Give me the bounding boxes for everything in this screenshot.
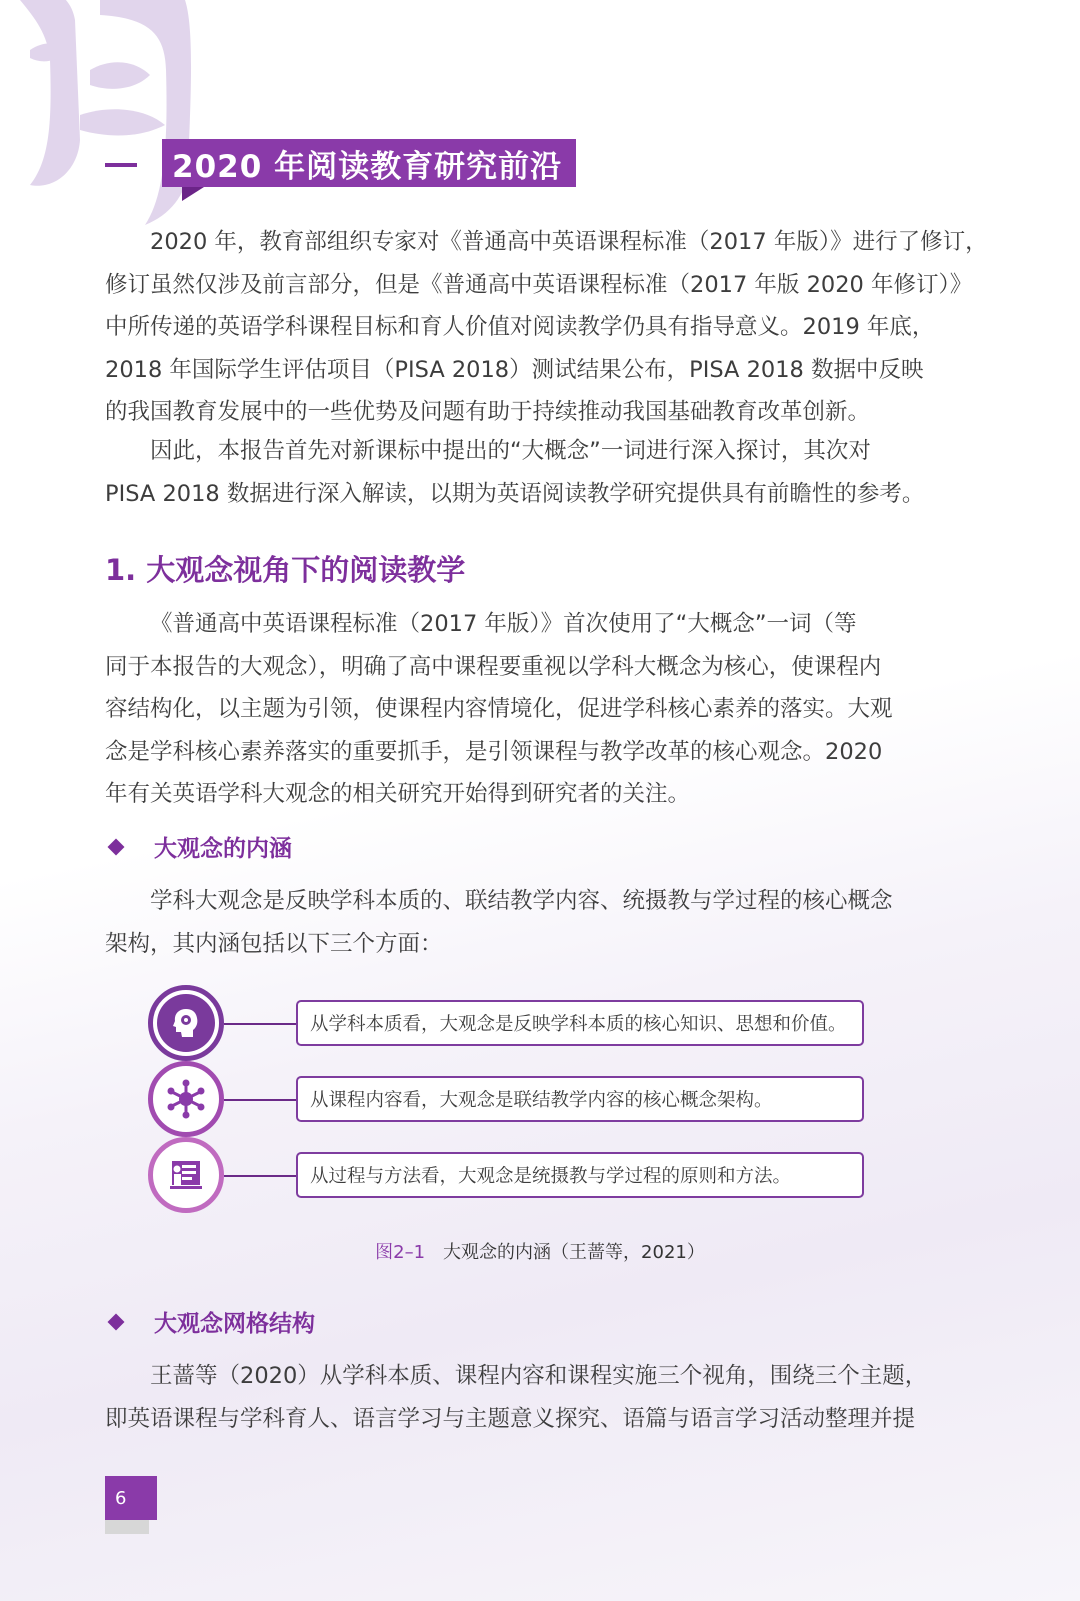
text-line: 学科大观念是反映学科本质的、联结教学内容、统摄教与学过程的核心概念 [150, 888, 893, 914]
heading-1: 1. 大观念视角下的阅读教学 [105, 553, 466, 587]
network-icon [157, 1070, 215, 1128]
text-line: PISA 2018 数据进行深入解读，以期为英语阅读教学研究提供具有前瞻性的参考。 [105, 480, 925, 507]
intro-paragraph-1 [105, 221, 988, 434]
diagram-circle-3 [148, 1137, 224, 1213]
text-line: 2018 年国际学生评估项目（PISA 2018）测试结果公布，PISA 2018 数据中反映 [105, 356, 924, 383]
big-idea-diagram [146, 985, 886, 1220]
text-line: 2020 年，教育部组织专家对《普通高中英语课程标准（2017 年版）》进行了修订， [150, 229, 988, 255]
paragraph-1 [105, 603, 945, 816]
text-line: 架构，其内涵包括以下三个方面： [105, 930, 443, 957]
diagram-connector-2 [224, 1099, 296, 1101]
figure-label: 图2–1 [375, 1242, 426, 1263]
paragraph-2 [105, 880, 945, 965]
subheading-1 [105, 830, 292, 863]
text-line: 修订虽然仅涉及前言部分，但是《普通高中英语课程标准（2017 年版 2020 年修订）》 [105, 271, 973, 298]
text-line: 王蔷等（2020）从学科本质、课程内容和课程实施三个视角，围绕三个主题， [150, 1363, 928, 1389]
text-line: 即英语课程与学科育人、语言学习与主题意义探究、语篇与语言学习活动整理并提 [105, 1405, 916, 1432]
calligraphy-watermark-icon [0, 0, 260, 240]
text-line: 容结构化，以主题为引领，使课程内容情境化，促进学科核心素养的落实。大观 [105, 696, 893, 722]
diagram-circle-2 [148, 1061, 224, 1137]
section-title-dash [105, 163, 137, 167]
section-title: 2020 年阅读教育研究前沿 [172, 148, 563, 185]
diagram-box-2: 从课程内容看，大观念是联结教学内容的核心概念架构。 [296, 1076, 864, 1122]
section-title-banner [162, 139, 576, 187]
text-line: 因此，本报告首先对新课标中提出的“大概念”一词进行深入探讨，其次对 [150, 438, 871, 464]
intro-paragraph-2 [105, 430, 945, 515]
text-line: 《普通高中英语课程标准（2017 年版）》首次使用了“大概念”一词（等 [150, 611, 857, 637]
diagram-box-3: 从过程与方法看，大观念是统摄教与学过程的原则和方法。 [296, 1152, 864, 1198]
subheading-text: 大观念的内涵 [154, 836, 292, 862]
text-line: 中所传递的英语学科课程目标和育人价值对阅读教学仍具有指导意义。2019 年底， [105, 314, 935, 340]
head-gear-icon [157, 994, 215, 1052]
diamond-bullet-icon [108, 1313, 125, 1330]
text-line: 念是学科核心素养落实的重要抓手，是引领课程与教学改革的核心观念。2020 [105, 738, 883, 765]
teacher-board-icon [157, 1146, 215, 1204]
diagram-circle-1 [148, 985, 224, 1061]
text-line: 年有关英语学科大观念的相关研究开始得到研究者的关注。 [105, 781, 691, 807]
diagram-box-1: 从学科本质看，大观念是反映学科本质的核心知识、思想和价值。 [296, 1000, 864, 1046]
figure-caption [0, 1238, 1080, 1264]
diagram-connector-3 [224, 1175, 296, 1177]
figure-caption-text: 大观念的内涵（王蔷等，2021） [443, 1242, 705, 1263]
diagram-connector-1 [224, 1023, 296, 1025]
subheading-text: 大观念网格结构 [154, 1311, 315, 1337]
diamond-bullet-icon [108, 838, 125, 855]
paragraph-3 [105, 1355, 945, 1440]
text-line: 同于本报告的大观念），明确了高中课程要重视以学科大概念为核心，使课程内 [105, 653, 882, 680]
subheading-2 [105, 1305, 315, 1338]
page-number: 6 [105, 1476, 157, 1520]
banner-tail [182, 187, 204, 201]
text-line: 的我国教育发展中的一些优势及问题有助于持续推动我国基础教育改革创新。 [105, 399, 871, 425]
